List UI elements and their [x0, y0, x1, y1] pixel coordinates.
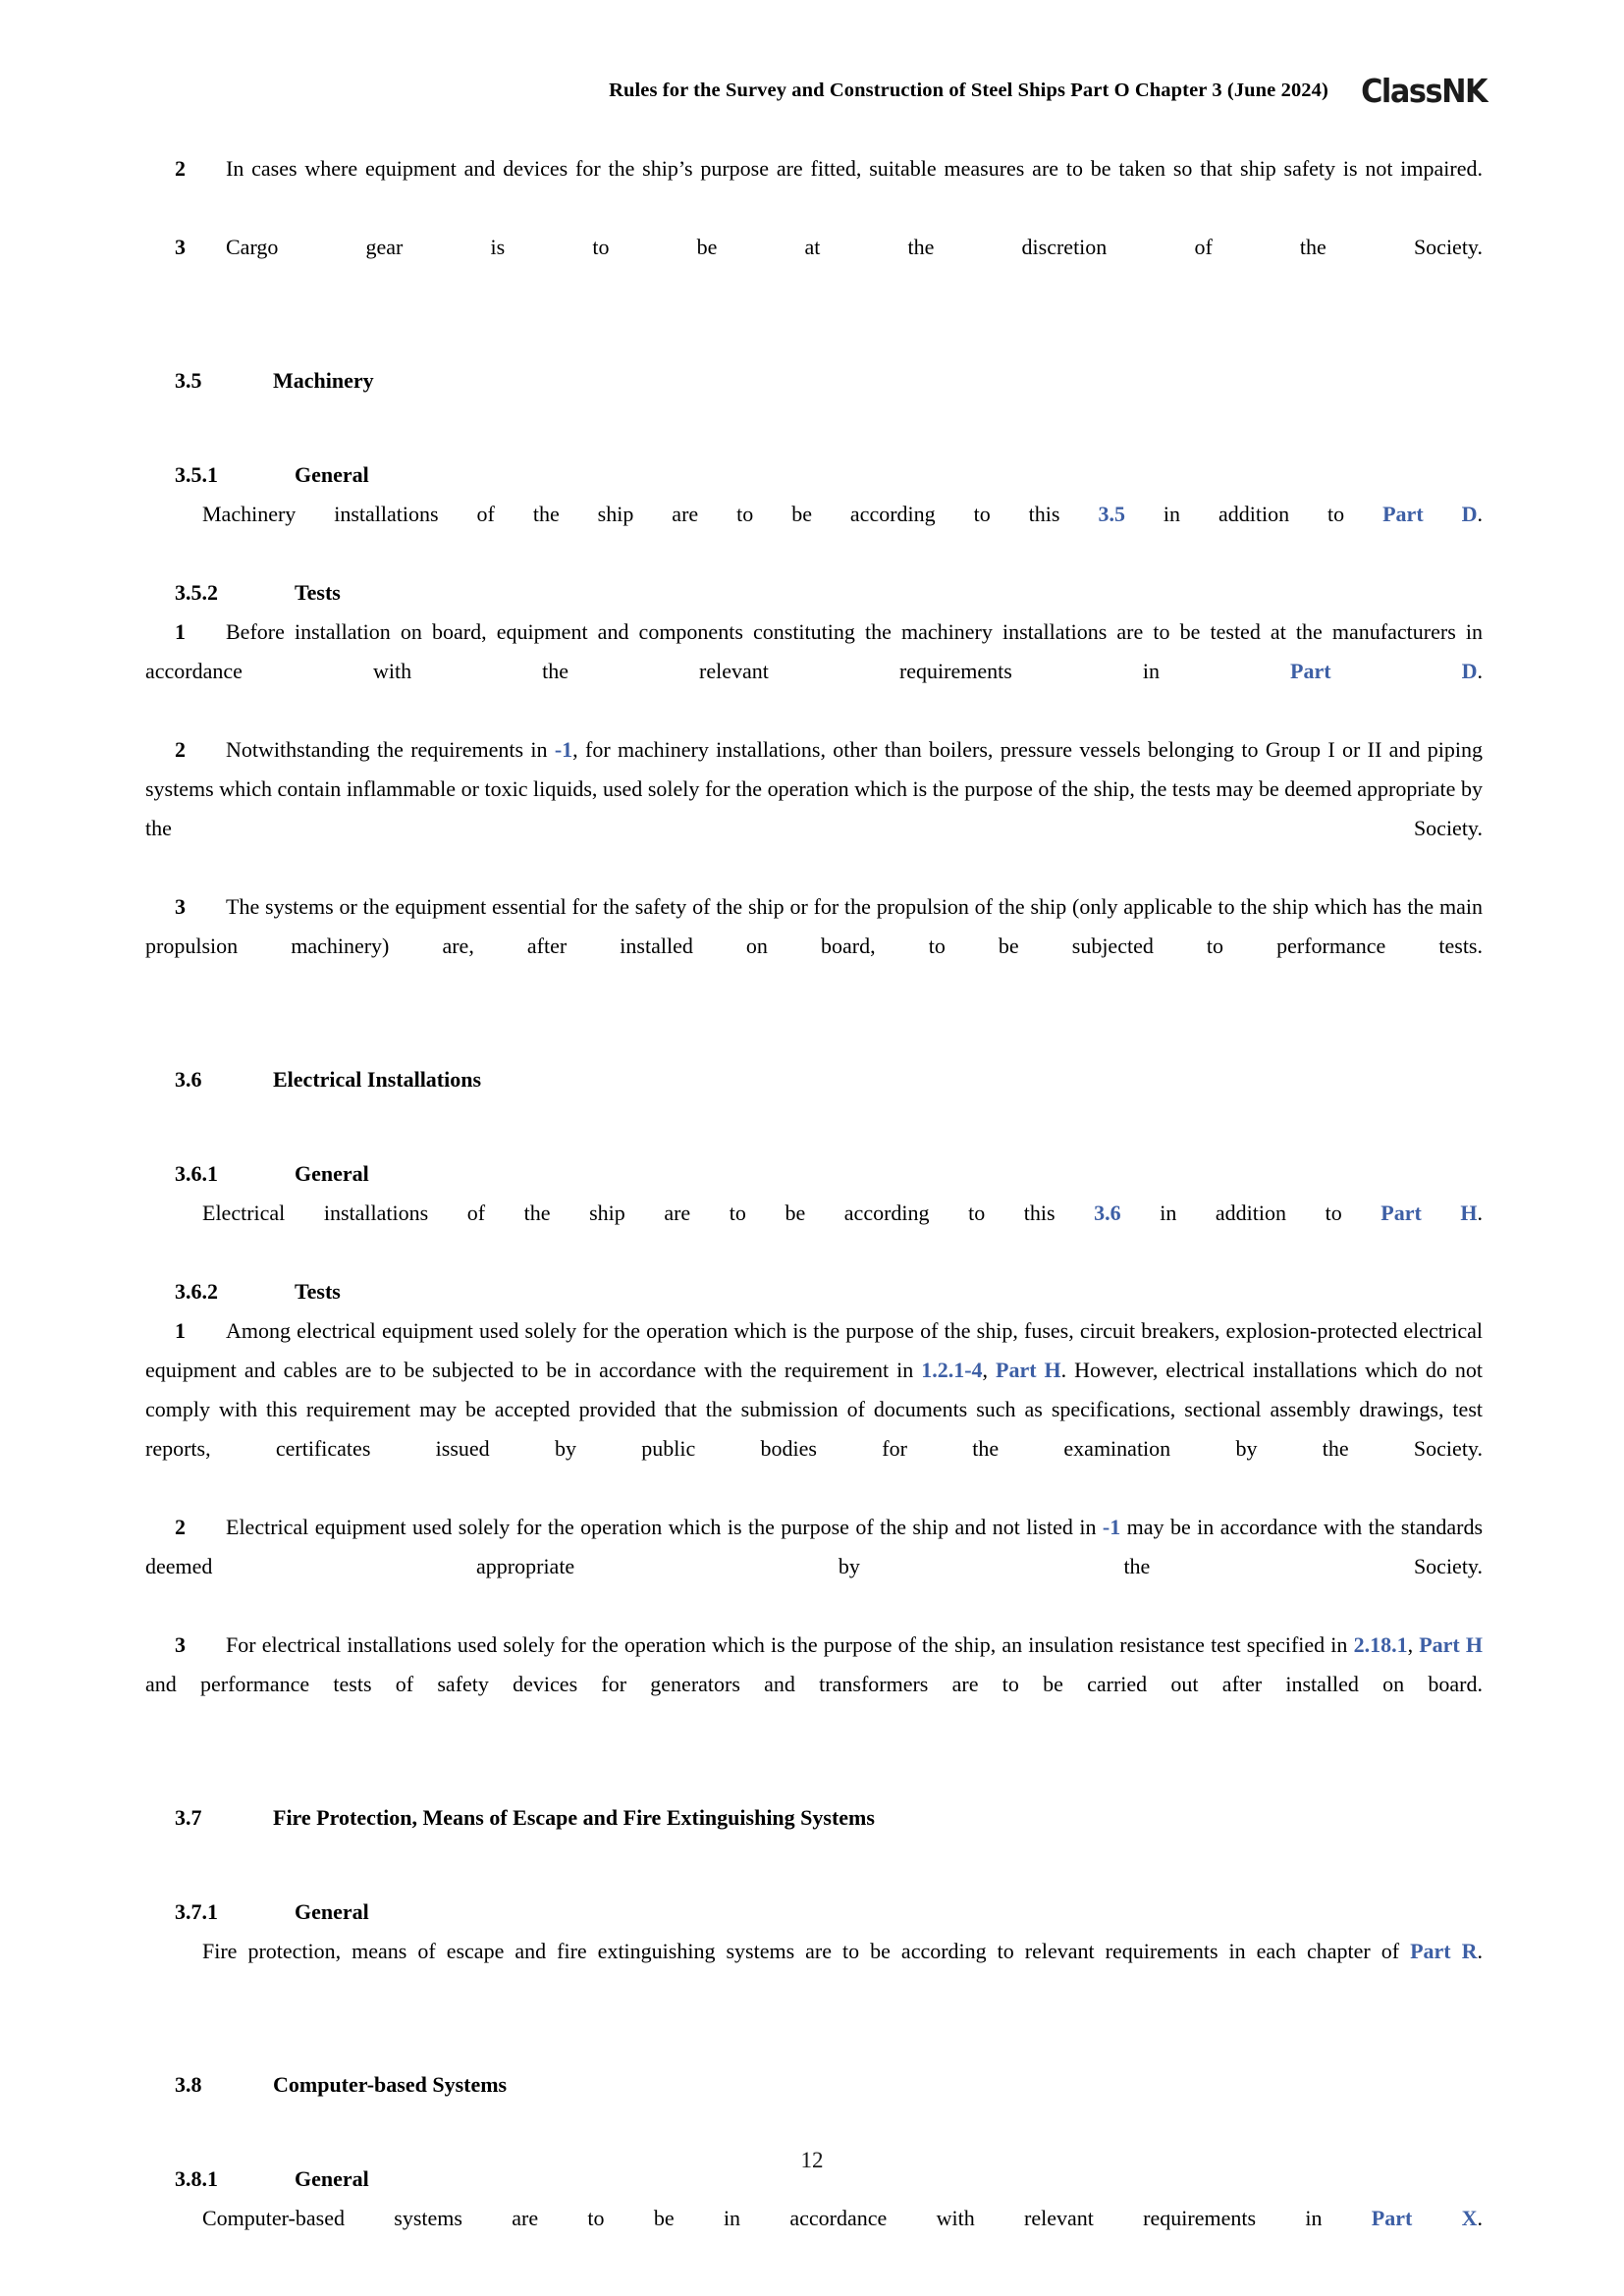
spacer	[145, 1743, 1483, 1798]
subsection-title: General	[295, 462, 369, 487]
clause-text: For electrical installations used solely for the operation which is the purpose of the ship, an insulation resistance test specified in	[226, 1632, 1354, 1657]
cross-reference-link[interactable]: Part X	[1371, 2206, 1478, 2230]
clause-paragraph	[145, 1626, 1483, 1743]
section-number: 3.8	[175, 2072, 202, 2097]
spacer	[145, 1005, 1483, 1060]
cross-reference-link[interactable]: 2.18.1	[1353, 1632, 1408, 1657]
clause-text: , for machinery installations, other than boilers, pressure vessels belonging to Group I or II and piping systems which contain inflammable or toxic liquids, used solely for the operation which is the purpose of the ship, the tests may be deemed appropriate by the Society.	[145, 737, 1483, 840]
clause-paragraph	[145, 1508, 1483, 1626]
clause-paragraph	[145, 1311, 1483, 1508]
clause-number: 3	[175, 235, 186, 259]
clause-text: and performance tests of safety devices for generators and transformers are to be carried out after installed on board.	[145, 1672, 1483, 1696]
paragraph-text: .	[1477, 1939, 1483, 1963]
clause-text: Notwithstanding the requirements in	[226, 737, 555, 762]
subsection-number: 3.5.2	[175, 580, 218, 605]
body-paragraph	[145, 1932, 1483, 2010]
cross-reference-link[interactable]: Part D	[1290, 659, 1478, 683]
spacer	[145, 1099, 1483, 1154]
paragraph-text: Fire protection, means of escape and fire extinguishing systems are to be according to relevant requirements in each chapter of	[202, 1939, 1411, 1963]
cross-reference-link[interactable]: 1.2.1-4	[921, 1358, 983, 1382]
clause-number: 2	[175, 737, 186, 762]
subsection-heading-3-6-1	[145, 1154, 1483, 1194]
clause-paragraph	[145, 613, 1483, 730]
clause-number: 3	[175, 894, 186, 919]
document-body	[145, 149, 1483, 2277]
paragraph-text: Machinery installations of the ship are to be according to this	[202, 502, 1099, 526]
body-paragraph	[145, 2199, 1483, 2277]
body-paragraph	[145, 1194, 1483, 1272]
section-heading-3-5	[145, 361, 1483, 400]
subsection-title: General	[295, 1899, 369, 1924]
section-title: Machinery	[273, 368, 374, 393]
page-number: 12	[800, 2148, 824, 2172]
paragraph-text: in addition to	[1124, 502, 1383, 526]
cross-reference-link[interactable]: Part R	[1410, 1939, 1478, 1963]
spacer	[145, 306, 1483, 361]
clause-text: .	[1477, 659, 1483, 683]
paragraph-text: Computer-based systems are to be in accordance with relevant requirements in	[202, 2206, 1372, 2230]
subsection-number: 3.8.1	[175, 2166, 218, 2191]
clause-paragraph	[145, 149, 1483, 228]
subsection-title: Tests	[295, 1279, 341, 1304]
subsection-number: 3.6.2	[175, 1279, 218, 1304]
clause-paragraph	[145, 730, 1483, 887]
paragraph-text: .	[1477, 2206, 1483, 2230]
clause-text: Cargo gear is to be at the discretion of the Society.	[226, 235, 1483, 259]
classnk-logo: ClassNK	[1361, 71, 1487, 110]
cross-reference-link[interactable]: -1	[554, 737, 573, 762]
cross-reference-link[interactable]: Part H	[1419, 1632, 1483, 1657]
section-heading-3-6	[145, 1060, 1483, 1099]
section-number: 3.5	[175, 368, 202, 393]
cross-reference-link[interactable]: Part H	[996, 1358, 1061, 1382]
page-header	[145, 71, 1487, 110]
clause-paragraph	[145, 228, 1483, 306]
cross-reference-link[interactable]: 3.5	[1098, 502, 1125, 526]
header-title: Rules for the Survey and Construction of Steel Ships Part O Chapter 3 (June 2024)	[609, 79, 1328, 101]
cross-reference-link[interactable]: Part D	[1382, 502, 1478, 526]
spacer	[145, 400, 1483, 455]
section-title: Computer-based Systems	[273, 2072, 508, 2097]
clause-text: Among electrical equipment used solely for the operation which is the purpose of the ship, fuses, circuit breakers, explosion-protected electrical equipment and cables are to be subjected to be in accordance with the requirement in	[145, 1318, 1483, 1382]
section-heading-3-8	[145, 2065, 1483, 2105]
body-paragraph	[145, 495, 1483, 573]
paragraph-text: in addition to	[1120, 1201, 1381, 1225]
subsection-heading-3-7-1	[145, 1893, 1483, 1932]
clause-text: ,	[982, 1358, 997, 1382]
subsection-title: General	[295, 2166, 369, 2191]
subsection-number: 3.5.1	[175, 462, 218, 487]
clause-text: In cases where equipment and devices for the ship’s purpose are fitted, suitable measures are to be taken so that ship safety is not impaired.	[226, 156, 1483, 181]
subsection-heading-3-5-2	[145, 573, 1483, 613]
cross-reference-link[interactable]: -1	[1102, 1515, 1121, 1539]
clause-number: 1	[175, 1318, 186, 1343]
subsection-heading-3-6-2	[145, 1272, 1483, 1311]
clause-paragraph	[145, 887, 1483, 1005]
clause-number: 1	[175, 619, 186, 644]
paragraph-text: Electrical installations of the ship are to be according to this	[202, 1201, 1095, 1225]
spacer	[145, 1838, 1483, 1893]
subsection-title: General	[295, 1161, 369, 1186]
clause-text: may be in accordance with the standards deemed appropriate by the Society.	[145, 1515, 1484, 1578]
clause-text: ,	[1407, 1632, 1420, 1657]
paragraph-text: .	[1477, 1201, 1483, 1225]
subsection-title: Tests	[295, 580, 341, 605]
clause-text: . However, electrical installations which do not comply with this requirement may be accepted provided that the submission of documents such as specifications, sectional assembly drawings, test reports, certificates issued by public bodies for the examination by the Society.	[145, 1358, 1483, 1461]
clause-number: 2	[175, 1515, 186, 1539]
section-title: Fire Protection, Means of Escape and Fire Extinguishing Systems	[273, 1805, 875, 1830]
clause-number: 2	[175, 156, 186, 181]
subsection-number: 3.7.1	[175, 1899, 218, 1924]
clause-text: Electrical equipment used solely for the operation which is the purpose of the ship and not listed in	[226, 1515, 1103, 1539]
section-heading-3-7	[145, 1798, 1483, 1838]
spacer	[145, 2010, 1483, 2065]
section-number: 3.7	[175, 1805, 202, 1830]
section-title: Electrical Installations	[273, 1067, 482, 1092]
clause-text: Before installation on board, equipment and components constituting the machinery installations are to be tested at the manufacturers in accordance with the relevant requirements in	[145, 619, 1483, 683]
section-number: 3.6	[175, 1067, 202, 1092]
cross-reference-link[interactable]: 3.6	[1094, 1201, 1121, 1225]
clause-number: 3	[175, 1632, 186, 1657]
clause-text: The systems or the equipment essential for the safety of the ship or for the propulsion of the ship (only applicable to the ship which has the main propulsion machinery) are, after installed on board, to be subjected to performance tests.	[145, 894, 1483, 958]
paragraph-text: .	[1477, 502, 1483, 526]
subsection-number: 3.6.1	[175, 1161, 218, 1186]
subsection-heading-3-5-1	[145, 455, 1483, 495]
cross-reference-link[interactable]: Part H	[1380, 1201, 1478, 1225]
